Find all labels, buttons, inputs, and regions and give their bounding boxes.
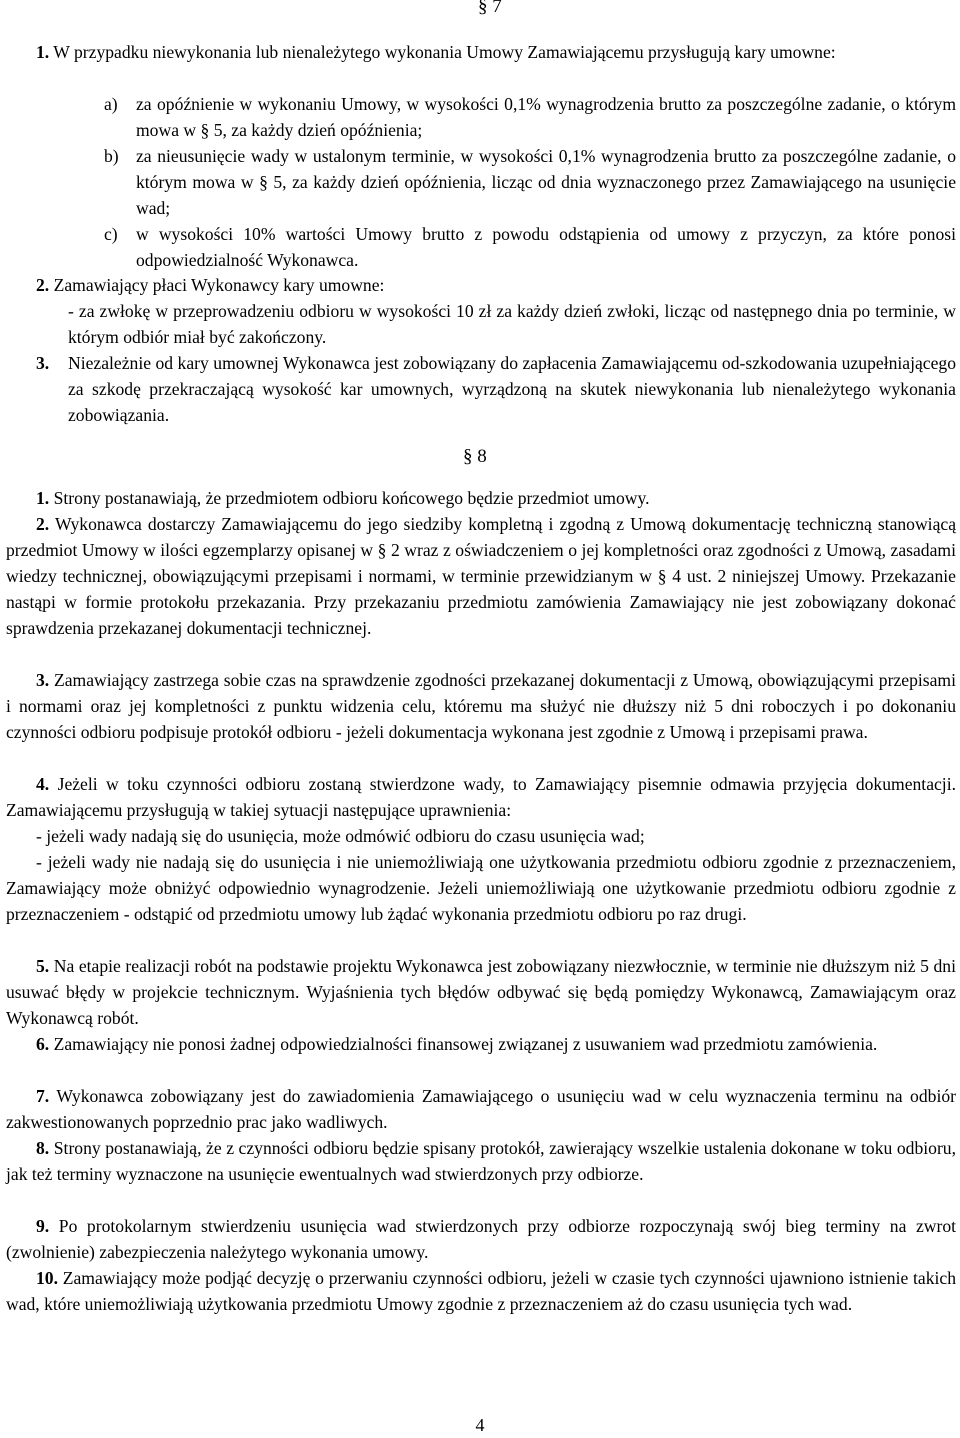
- paragraph-text: Po protokolarnym stwierdzeniu usunięcia wad stwierdzonych przy odbiorze rozpoczynają swój bieg terminy na zwrot (zwolnienie) zabezpieczenia należytego wykonania umowy.: [6, 1216, 957, 1262]
- section-8-paragraph: [6, 485, 956, 511]
- section-7-heading: § 7: [478, 0, 502, 17]
- paragraph-number: 2.: [36, 275, 50, 295]
- paragraph-number: 10.: [36, 1268, 58, 1288]
- section-8-paragraph: [6, 1265, 956, 1317]
- section-7-item-b: [104, 143, 956, 221]
- section-7-paragraph-1: [36, 39, 956, 65]
- section-8-paragraph: [6, 849, 956, 927]
- paragraph-text: W przypadku niewykonania lub nienależytego wykonania Umowy Zamawiającemu przysługują kary umowne:: [53, 42, 836, 62]
- paragraph-text: Strony postanawiają, że przedmiotem odbioru końcowego będzie przedmiot umowy.: [53, 488, 650, 508]
- item-label: b): [104, 146, 119, 166]
- paragraph-number: 1.: [36, 488, 50, 508]
- section-8-paragraph: [6, 1031, 956, 1057]
- paragraph-text: Wykonawca zobowiązany jest do zawiadomienia Zamawiającego o usunięciu wad w celu wyznaczenia terminu na odbiór zakwestionowanych poprzednio prac jako wadliwych.: [6, 1086, 956, 1132]
- section-7-item-a: [104, 91, 956, 143]
- paragraph-text: Zamawiający płaci Wykonawcy kary umowne:: [53, 275, 385, 295]
- section-8-paragraph: [6, 771, 956, 823]
- section-7-item-c: [104, 221, 956, 273]
- section-7-paragraph-3: [36, 350, 956, 428]
- paragraph-number: 5.: [36, 956, 50, 976]
- paragraph-text: - jeżeli wady nadają się do usunięcia, może odmówić odbioru do czasu usunięcia wad;: [36, 826, 645, 846]
- section-8-paragraph: [6, 823, 956, 849]
- paragraph-number: 3.: [36, 353, 50, 373]
- paragraph-number: 3.: [36, 670, 50, 690]
- paragraph-text: - jeżeli wady nie nadają się do usunięcia i nie uniemożliwiają one użytkowania przedmiotu odbioru zgodnie z przeznaczeniem, Zamawiający może obniżyć odpowiednio wynagrodzenie. Jeżeli uniemożliwiają one użytkowanie przedmiotu odbioru zgodnie z przeznaczeniem - odstąpić od przedmiotu umowy lub żądać wykonania przedmiotu odbioru po raz drugi.: [6, 852, 956, 924]
- page-number: 4: [475, 1415, 485, 1435]
- item-text: w wysokości 10% wartości Umowy brutto z powodu odstąpienia od umowy z przyczyn, za które ponosi odpowiedzialność Wykonawca.: [136, 224, 956, 270]
- section-8-heading: § 8: [463, 446, 487, 467]
- item-text: za opóźnienie w wykonaniu Umowy, w wysokości 0,1% wynagrodzenia brutto za poszczególne zadanie, o którym mowa w § 5, za każdy dzień opóźnienia;: [136, 94, 956, 140]
- item-text: za nieusunięcie wady w ustalonym terminie, w wysokości 0,1% wynagrodzenia brutto za poszczególne zadanie, o którym mowa w § 5, za każdy dzień opóźnienia, licząc od dnia wyznaczonego przez Zamawiającego na usunięcie wad;: [136, 146, 956, 218]
- paragraph-text: Strony postanawiają, że z czynności odbioru będzie spisany protokół, zawierający wszelkie ustalenia dokonane w toku odbioru, jak też terminy wyznaczone na usunięcie ewentualnych wad stwierdzonych przy odbiorze.: [6, 1138, 956, 1184]
- paragraph-text: Zamawiający nie ponosi żadnej odpowiedzialności finansowej związanej z usuwaniem wad przedmiotu zamówienia.: [53, 1034, 878, 1054]
- item-label: a): [104, 94, 118, 114]
- section-8-paragraph: [6, 1213, 956, 1265]
- paragraph-number: 9.: [36, 1216, 50, 1236]
- paragraph-text: Zamawiający może podjąć decyzję o przerwaniu czynności odbioru, jeżeli w czasie tych czynności ujawniono istnienie takich wad, które uniemożliwiają użytkowania przedmiotu Umowy zgodnie z przeznaczeniem aż do czasu usunięcia tych wad.: [6, 1268, 956, 1314]
- paragraph-text: Niezależnie od kary umownej Wykonawca jest zobowiązany do zapłacenia Zamawiającemu od-szkodowania uzupełniającego za szkodę przekraczającą wysokość kar umownych, wyrządzoną na skutek niewykonania lub nienależytego wykonania zobowiązania.: [68, 353, 956, 425]
- section-7-paragraph-2: [36, 272, 956, 298]
- paragraph-number: 2.: [36, 514, 50, 534]
- section-7-paragraph-2-item: - za zwłokę w przeprowadzeniu odbioru w wysokości 10 zł za każdy dzień zwłoki, licząc od następnego dnia po terminie, w którym odbiór miał być zakończony.: [68, 301, 956, 347]
- paragraph-number: 1.: [36, 42, 50, 62]
- paragraph-text: Zamawiający zastrzega sobie czas na sprawdzenie zgodności przekazanej dokumentacji z Umową, obowiązującymi przepisami i normami oraz jej kompletności z punktu widzenia celu, któremu ma służyć nie dłuższy niż 5 dni roboczych i po dokonaniu czynności odbioru podpisuje protokół odbioru - jeżeli dokumentacja wykonana jest zgodnie z Umową i przepisami prawa.: [6, 670, 956, 742]
- paragraph-number: 8.: [36, 1138, 50, 1158]
- section-8-paragraph: [6, 667, 956, 745]
- section-8-paragraph: [6, 511, 956, 641]
- section-8-paragraph: [6, 953, 956, 1031]
- paragraph-text: Wykonawca dostarczy Zamawiającemu do jego siedziby kompletną i zgodną z Umową dokumentację techniczną stanowiącą przedmiot Umowy w ilości egzemplarzy opisanej w § 2 wraz z oświadczeniem o jej kompletności oraz zgodności z Umową, zasadami wiedzy technicznej, obowiązującymi przepisami i normami, w terminie przewidzianym w § 4 ust. 2 niniejszej Umowy. Przekazanie nastąpi w formie protokołu przekazania. Przy przekazaniu przedmiotu zamówienia Zamawiający nie jest zobowiązany dokonać sprawdzenia przekazanej dokumentacji technicznej.: [6, 514, 956, 638]
- paragraph-text: Na etapie realizacji robót na podstawie projektu Wykonawca jest zobowiązany niezwłocznie, w terminie nie dłuższym niż 5 dni usuwać błędy w projekcie technicznym. Wyjaśnienia tych błędów odbywać się będą pomiędzy Wykonawcą, Zamawiającym oraz Wykonawcą robót.: [6, 956, 956, 1028]
- paragraph-number: 7.: [36, 1086, 50, 1106]
- paragraph-number: 4.: [36, 774, 50, 794]
- paragraph-number: 6.: [36, 1034, 50, 1054]
- item-label: c): [104, 224, 118, 244]
- paragraph-text: Jeżeli w toku czynności odbioru zostaną stwierdzone wady, to Zamawiający pisemnie odmawia przyjęcia dokumentacji. Zamawiającemu przysługują w takiej sytuacji następujące uprawnienia:: [6, 774, 956, 820]
- section-8-paragraph: [6, 1135, 956, 1187]
- section-8-paragraph: [6, 1083, 956, 1135]
